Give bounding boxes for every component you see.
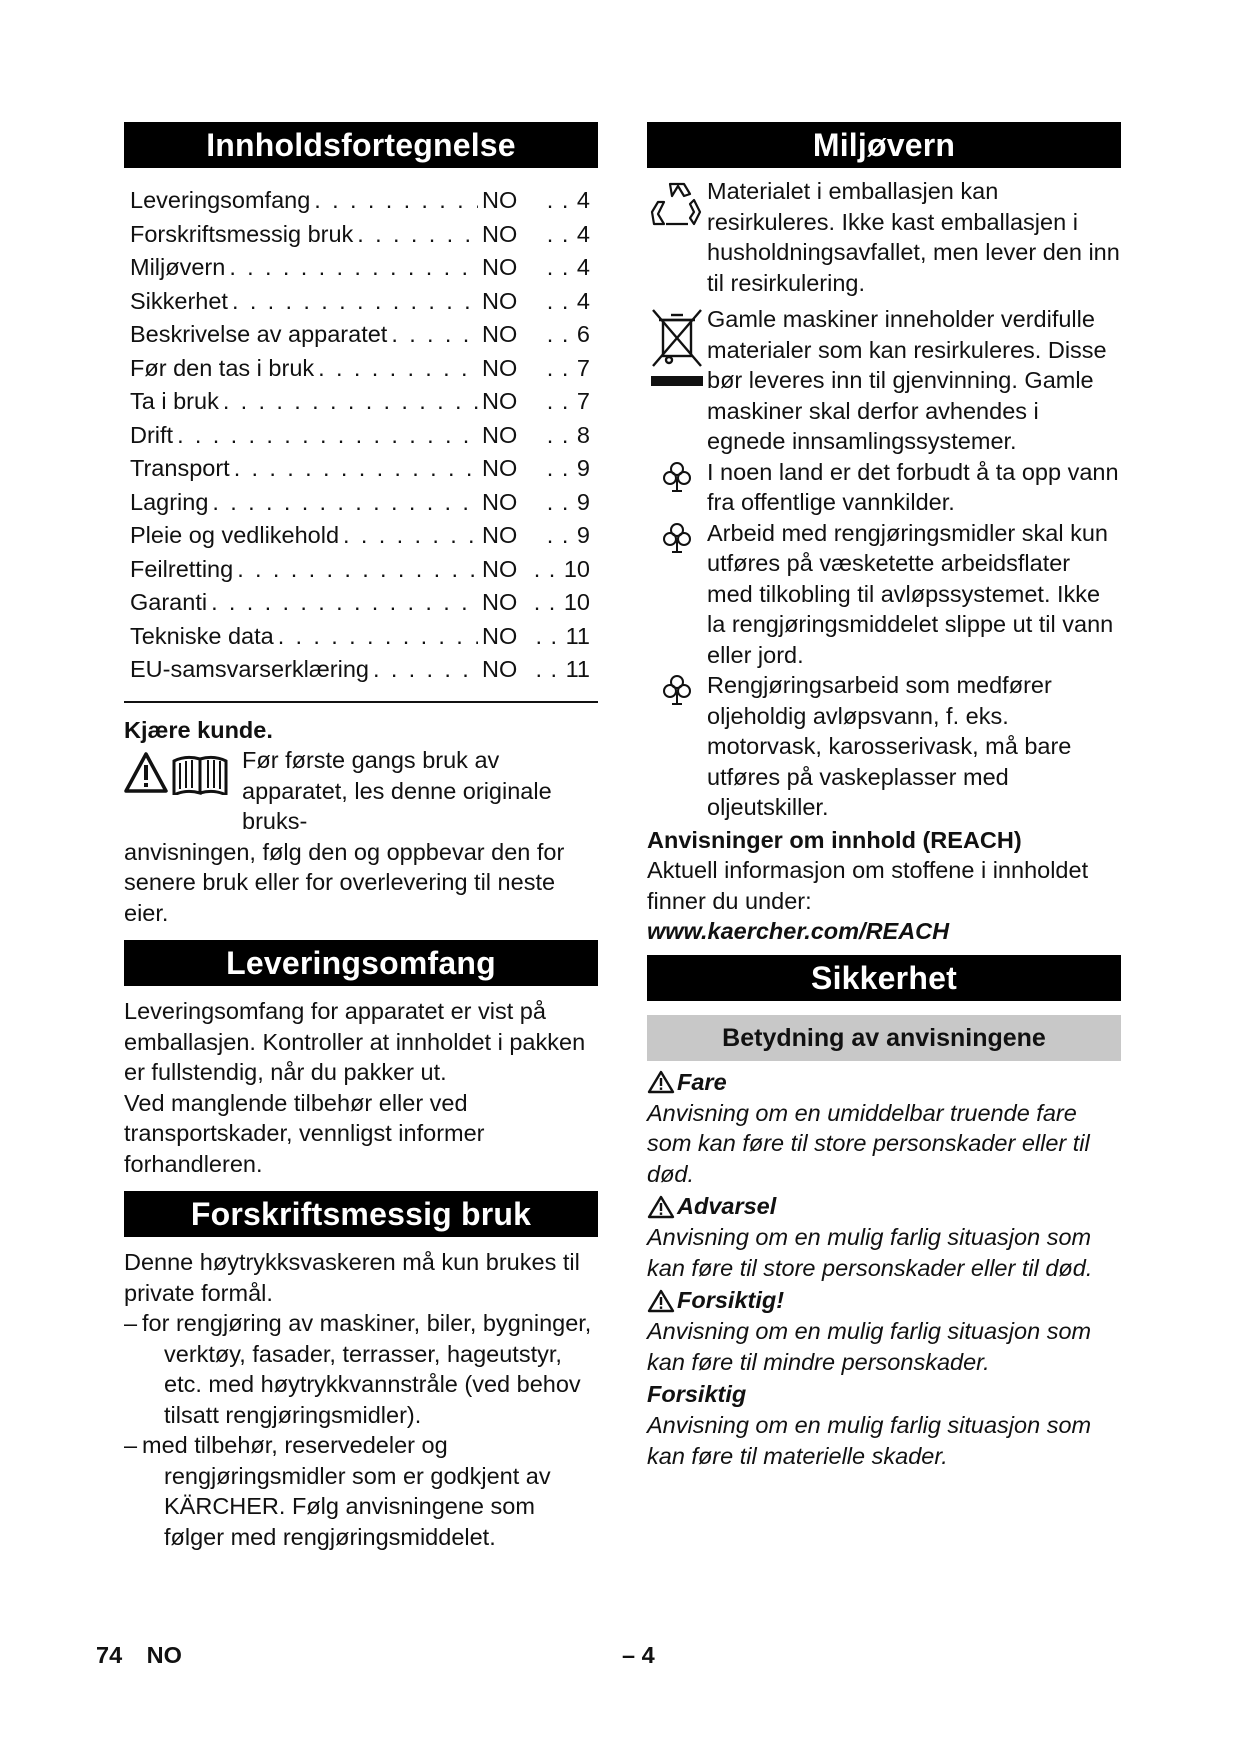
- environment-item: [647, 518, 1121, 671]
- toc-entry[interactable]: [130, 419, 598, 453]
- miljovern-heading: Miljøvern: [647, 122, 1121, 168]
- toc-entry-lang: NO: [482, 421, 518, 448]
- toc-entry-title: Lagring: [130, 488, 209, 515]
- signal-word-fare: Fare: [647, 1067, 1121, 1098]
- toc-entry[interactable]: [130, 352, 598, 386]
- warning-icon: [647, 1070, 675, 1094]
- environment-list: [647, 176, 1121, 823]
- usage-list: [124, 1308, 598, 1552]
- toc-entry-lang: NO: [482, 455, 518, 481]
- environment-icon: [662, 674, 692, 706]
- toc-leader-dots: [314, 352, 478, 386]
- toc-leader-dots: [228, 285, 478, 319]
- page-footer: [96, 1642, 182, 1669]
- toc-entry-page: . . 4: [526, 184, 598, 218]
- toc-leader-dots: [219, 385, 478, 419]
- toc-leader-dots: [225, 251, 478, 285]
- signal-text: Anvisning om en mulig farlig situasjon som kan føre til materielle skader.: [647, 1412, 1092, 1469]
- toc-entry[interactable]: [130, 218, 598, 252]
- language-code: NO: [146, 1642, 182, 1668]
- signal-word-advarsel: Advarsel: [647, 1191, 1121, 1222]
- greeting: Kjære kunde.: [124, 716, 273, 743]
- toc-leader-dots: [369, 653, 478, 687]
- recycle-icon: [650, 180, 704, 230]
- toc-entry[interactable]: [130, 586, 598, 620]
- intro-text-first: Før første gangs bruk av apparatet, les denne originale bruks-: [242, 747, 552, 834]
- toc-entry-title: Transport: [130, 455, 230, 481]
- toc-leader-dots: [207, 586, 478, 620]
- toc-entry-page: . . 7: [526, 352, 598, 386]
- reach-text: Aktuell informasjon om stoffene i innholdet finner du under:: [647, 857, 1089, 914]
- right-column: [647, 122, 1121, 1471]
- signal-word-forsiktig-material: Forsiktig: [647, 1381, 747, 1407]
- toc-entry-title: Leveringsomfang: [130, 187, 311, 213]
- list-item: – for rengjøring av maskiner, biler, bygninger, verktøy, fasader, terrasser, hageutstyr, etc. med høytrykkvannstråle (ved behov tilsatt rengjøringsmidler).: [124, 1310, 592, 1428]
- toc-leader-dots: [353, 218, 478, 252]
- toc-entry-lang: NO: [482, 656, 518, 682]
- toc-entry-page: . . 6: [526, 318, 598, 352]
- toc-entry-lang: NO: [482, 187, 518, 213]
- environment-text: I noen land er det forbudt å ta opp vann fra offentlige vannkilder.: [707, 458, 1119, 515]
- toc-entry[interactable]: [130, 452, 598, 486]
- toc-entry-page: . . 7: [526, 385, 598, 419]
- toc-heading: Innholdsfortegnelse: [124, 122, 598, 168]
- list-item: – med tilbehør, reservedeler og rengjøringsmidler som er godkjent av KÄRCHER. Følg anvisningene som følger med rengjøringsmiddelet.: [124, 1432, 551, 1550]
- toc-entry-page: . . 11: [526, 653, 598, 687]
- toc-entry-lang: NO: [482, 555, 518, 582]
- environment-item: [647, 176, 1121, 298]
- environment-item: [647, 457, 1121, 518]
- leveringsomfang-paragraph-1: Leveringsomfang for apparatet er vist på emballasjen. Kontroller at innholdet i pakken er fullstendig, når du pakker ut.: [124, 998, 586, 1085]
- intro-text-rest: anvisningen, følg den og oppbevar den for senere bruk eller for overlevering til neste eier.: [124, 838, 565, 926]
- toc-leader-dots: [230, 452, 478, 486]
- environment-icon: [662, 461, 692, 493]
- toc-entry-page: . . 11: [526, 620, 598, 654]
- toc-entry-lang: NO: [482, 287, 518, 314]
- environment-item: [647, 670, 1121, 823]
- toc-entry-page: . . 9: [526, 486, 598, 520]
- toc-entry[interactable]: [130, 486, 598, 520]
- signal-text: Anvisning om en mulig farlig situasjon som kan føre til store personskader eller til død.: [647, 1224, 1093, 1281]
- toc-entry-page: . . 4: [526, 218, 598, 252]
- toc-entry-title: EU-samsvarserklæring: [130, 656, 369, 682]
- toc-entry[interactable]: [130, 184, 598, 218]
- toc-entry-title: Beskrivelse av apparatet: [130, 321, 388, 347]
- toc-entry-page: . . 10: [526, 553, 598, 587]
- warning-icon: [647, 1289, 675, 1313]
- leveringsomfang-paragraph-2: Ved manglende tilbehør eller ved transportskader, vennligst informer forhandleren.: [124, 1089, 485, 1177]
- toc-entry-lang: NO: [482, 220, 518, 247]
- sikkerhet-heading: Sikkerhet: [647, 955, 1121, 1001]
- toc-entry-title: Garanti: [130, 589, 208, 615]
- local-page-number: – 4: [622, 1642, 655, 1668]
- intro-block: [124, 745, 598, 837]
- signal-word-forsiktig-person: Forsiktig!: [647, 1285, 1121, 1316]
- toc-entry-lang: NO: [482, 354, 518, 381]
- signal-text: Anvisning om en umiddelbar truende fare som kan føre til store personskader eller til død.: [647, 1099, 1090, 1187]
- read-manual-icons: [124, 745, 242, 800]
- leveringsomfang-heading: Leveringsomfang: [124, 940, 598, 986]
- instructions-subheading: Betydning av anvisningene: [647, 1015, 1121, 1061]
- toc-entry-page: . . 4: [526, 285, 598, 319]
- toc-entry-lang: NO: [482, 488, 518, 515]
- signal-text: Anvisning om en mulig farlig situasjon som kan føre til mindre personskader.: [647, 1318, 1092, 1375]
- toc-entry[interactable]: [130, 285, 598, 319]
- reach-heading: Anvisninger om innhold (REACH): [647, 826, 1022, 853]
- toc-entry-title: Feilretting: [130, 555, 234, 582]
- toc-leader-dots: [310, 184, 478, 218]
- environment-icon: [662, 522, 692, 554]
- toc-entry-page: . . 9: [526, 452, 598, 486]
- page-number: 74: [96, 1642, 123, 1668]
- toc-entry-lang: NO: [482, 321, 518, 347]
- toc-leader-dots: [173, 419, 478, 453]
- toc-entry[interactable]: [130, 653, 598, 687]
- toc-entry-title: Miljøvern: [130, 254, 226, 280]
- forskriftsmessig-bruk-heading: Forskriftsmessig bruk: [124, 1191, 598, 1237]
- warning-and-manual-icon: [124, 751, 234, 795]
- divider: [124, 701, 598, 703]
- toc-entry[interactable]: [130, 251, 598, 285]
- environment-text: Arbeid med rengjøringsmidler skal kun utføres på væsketette arbeidsflater med tilkobling til avløpssystemet. Ikke la rengjøringsmiddelet slippe ut til vann eller jord.: [707, 519, 1114, 668]
- toc-entry-lang: NO: [482, 622, 518, 649]
- toc-entry-title: Ta i bruk: [130, 388, 219, 414]
- toc-entry-page: . . 10: [526, 586, 598, 620]
- toc-entry-page: . . 8: [526, 419, 598, 453]
- toc-entry-page: . . 4: [526, 251, 598, 285]
- toc-entry[interactable]: [130, 385, 598, 419]
- toc-entry-title: Forskriftsmessig bruk: [130, 220, 354, 247]
- reach-link[interactable]: www.kaercher.com/REACH: [647, 918, 950, 944]
- warning-icon: [647, 1195, 675, 1219]
- toc-leader-dots: [339, 519, 478, 553]
- environment-item: [647, 304, 1121, 457]
- toc-entry-lang: NO: [482, 589, 518, 615]
- toc-leader-dots: [208, 486, 478, 520]
- toc-entry[interactable]: [130, 519, 598, 553]
- table-of-contents: [124, 184, 598, 687]
- toc-entry-title: Tekniske data: [130, 622, 274, 649]
- toc-entry-title: Drift: [130, 421, 174, 448]
- toc-entry-title: Sikkerhet: [130, 287, 228, 314]
- toc-entry-lang: NO: [482, 388, 518, 414]
- toc-entry-title: Før den tas i bruk: [130, 354, 315, 381]
- toc-entry-page: . . 9: [526, 519, 598, 553]
- toc-entry-lang: NO: [482, 522, 518, 548]
- toc-entry[interactable]: [130, 318, 598, 352]
- toc-leader-dots: [233, 553, 478, 587]
- toc-leader-dots: [274, 620, 478, 654]
- toc-entry-title: Pleie og vedlikehold: [130, 522, 340, 548]
- toc-leader-dots: [387, 318, 478, 352]
- signal-words: [647, 1067, 1121, 1472]
- environment-text: Materialet i emballasjen kan resirkuleres. Ikke kast emballasjen i husholdningsavfallet, men lever den inn til resirkulering.: [707, 178, 1120, 296]
- toc-entry[interactable]: [130, 553, 598, 587]
- environment-text: Gamle maskiner inneholder verdifulle materialer som kan resirkuleres. Disse bør leveres inn til gjenvinning. Gamle maskiner skal derfor avhendes i egnede innsamlingssystemer.: [707, 306, 1107, 454]
- toc-entry-lang: NO: [482, 254, 518, 280]
- crossed-bin-icon: [649, 308, 705, 394]
- toc-entry[interactable]: [130, 620, 598, 654]
- environment-text: Rengjøringsarbeid som medfører oljeholdig avløpsvann, f. eks. motorvask, karosserivask, må bare utføres på vaskeplasser med oljeutskiller.: [707, 672, 1072, 820]
- left-column: [124, 122, 598, 1552]
- forskriftsmessig-bruk-paragraph: Denne høytrykksvaskeren må kun brukes til private formål.: [124, 1249, 580, 1306]
